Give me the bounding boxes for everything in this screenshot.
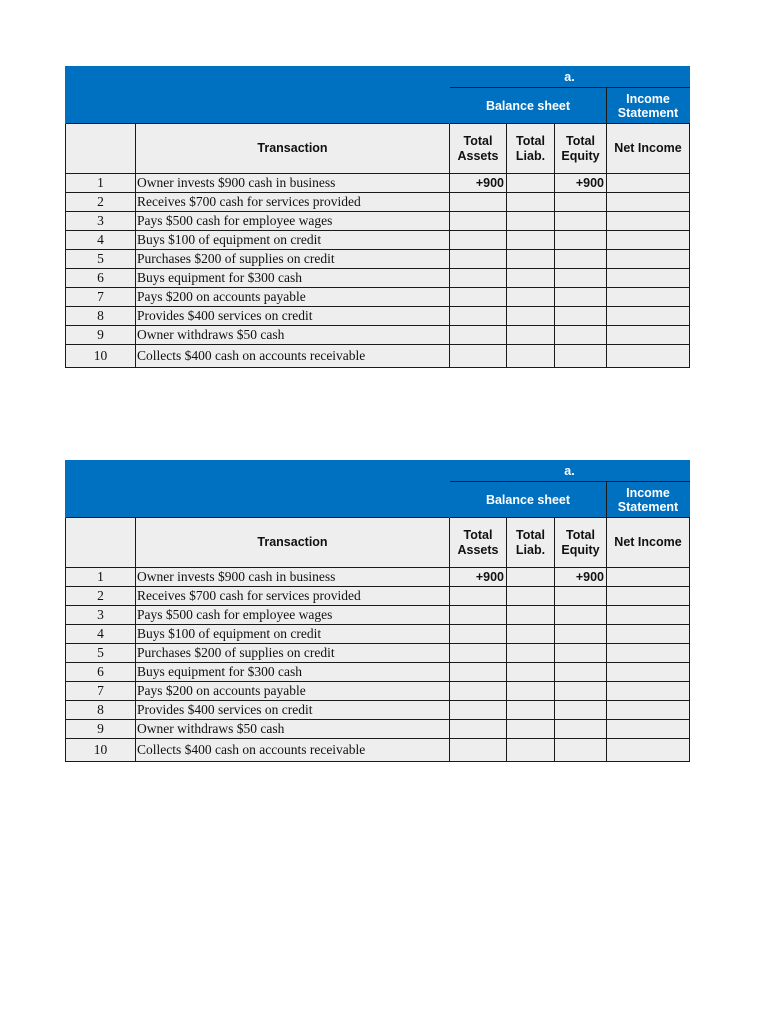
total-assets-cell[interactable] (450, 231, 507, 250)
total-equity-cell[interactable] (555, 307, 607, 326)
row-number: 1 (66, 568, 136, 587)
total-assets-cell[interactable] (450, 644, 507, 663)
table-row (66, 193, 690, 212)
row-number: 1 (66, 174, 136, 193)
total-assets-cell[interactable] (450, 739, 507, 762)
row-number: 8 (66, 701, 136, 720)
net-income-cell[interactable] (607, 644, 690, 663)
total-liab-cell[interactable] (507, 326, 555, 345)
row-number: 2 (66, 193, 136, 212)
row-number: 6 (66, 269, 136, 288)
table-row (66, 739, 690, 762)
part-label: a. (450, 67, 690, 88)
net-income-cell[interactable] (607, 288, 690, 307)
header-row-part (66, 461, 690, 482)
total-equity-cell[interactable] (555, 720, 607, 739)
row-number: 9 (66, 326, 136, 345)
table-row (66, 174, 690, 193)
net-income-cell[interactable] (607, 231, 690, 250)
transaction-description: Buys equipment for $300 cash (136, 269, 450, 288)
total-assets-cell[interactable] (450, 587, 507, 606)
net-income-cell[interactable] (607, 250, 690, 269)
table-row (66, 231, 690, 250)
net-income-cell[interactable] (607, 174, 690, 193)
row-number: 7 (66, 682, 136, 701)
transaction-description: Pays $500 cash for employee wages (136, 606, 450, 625)
transaction-description: Pays $200 on accounts payable (136, 288, 450, 307)
total-equity-cell[interactable] (555, 193, 607, 212)
transaction-description: Receives $700 cash for services provided (136, 193, 450, 212)
net-income-cell[interactable] (607, 568, 690, 587)
row-number: 8 (66, 307, 136, 326)
total-liab-cell[interactable] (507, 663, 555, 682)
transaction-description: Owner invests $900 cash in business (136, 568, 450, 587)
total-assets-cell[interactable]: +900 (450, 174, 507, 193)
table-row (66, 250, 690, 269)
total-liab-cell[interactable] (507, 625, 555, 644)
transaction-description: Provides $400 services on credit (136, 307, 450, 326)
net-income-cell[interactable] (607, 625, 690, 644)
transaction-description: Pays $500 cash for employee wages (136, 212, 450, 231)
net-income-cell[interactable] (607, 307, 690, 326)
transaction-description: Buys equipment for $300 cash (136, 663, 450, 682)
total-liab-cell[interactable] (507, 682, 555, 701)
column-header-row (66, 518, 690, 568)
part-label: a. (450, 461, 690, 482)
column-header-net-income: Net Income (607, 518, 690, 568)
column-header-net-income: Net Income (607, 124, 690, 174)
row-number: 3 (66, 606, 136, 625)
column-header-total-assets: Total Assets (450, 124, 507, 174)
table-row (66, 663, 690, 682)
transaction-description: Owner withdraws $50 cash (136, 720, 450, 739)
total-equity-cell[interactable]: +900 (555, 174, 607, 193)
total-liab-cell[interactable] (507, 250, 555, 269)
net-income-cell[interactable] (607, 587, 690, 606)
row-number: 9 (66, 720, 136, 739)
transaction-description: Owner withdraws $50 cash (136, 326, 450, 345)
transaction-description: Receives $700 cash for services provided (136, 587, 450, 606)
column-header-number (66, 518, 136, 568)
total-equity-cell[interactable] (555, 345, 607, 368)
total-equity-cell[interactable] (555, 682, 607, 701)
total-equity-cell[interactable]: +900 (555, 568, 607, 587)
table-row (66, 625, 690, 644)
row-number: 4 (66, 231, 136, 250)
transaction-description: Buys $100 of equipment on credit (136, 231, 450, 250)
total-liab-cell[interactable] (507, 720, 555, 739)
total-assets-cell[interactable] (450, 269, 507, 288)
total-assets-cell[interactable] (450, 663, 507, 682)
total-equity-cell[interactable] (555, 212, 607, 231)
income-statement-header: Income Statement (607, 482, 690, 518)
total-liab-cell[interactable] (507, 606, 555, 625)
column-header-total-assets: Total Assets (450, 518, 507, 568)
header-row-part (66, 67, 690, 88)
net-income-cell[interactable] (607, 193, 690, 212)
net-income-cell[interactable] (607, 345, 690, 368)
table-row (66, 269, 690, 288)
row-number: 2 (66, 587, 136, 606)
net-income-cell[interactable] (607, 606, 690, 625)
net-income-cell[interactable] (607, 326, 690, 345)
balance-sheet-header: Balance sheet (450, 482, 607, 518)
row-number: 4 (66, 625, 136, 644)
column-header-total-equity: Total Equity (555, 518, 607, 568)
total-assets-cell[interactable]: +900 (450, 568, 507, 587)
income-statement-header: Income Statement (607, 88, 690, 124)
row-number: 10 (66, 345, 136, 368)
total-liab-cell[interactable] (507, 231, 555, 250)
column-header-total-liab: Total Liab. (507, 518, 555, 568)
total-assets-cell[interactable] (450, 326, 507, 345)
total-equity-cell[interactable] (555, 288, 607, 307)
transaction-description: Collects $400 cash on accounts receivable (136, 739, 450, 762)
net-income-cell[interactable] (607, 212, 690, 231)
total-equity-cell[interactable] (555, 250, 607, 269)
total-assets-cell[interactable] (450, 682, 507, 701)
column-header-transaction: Transaction (136, 124, 450, 174)
balance-sheet-header: Balance sheet (450, 88, 607, 124)
column-header-row (66, 124, 690, 174)
total-assets-cell[interactable] (450, 307, 507, 326)
total-liab-cell[interactable] (507, 644, 555, 663)
transaction-description: Pays $200 on accounts payable (136, 682, 450, 701)
total-liab-cell[interactable] (507, 288, 555, 307)
total-assets-cell[interactable] (450, 606, 507, 625)
total-equity-cell[interactable] (555, 644, 607, 663)
total-liab-cell[interactable] (507, 739, 555, 762)
table-row (66, 682, 690, 701)
header-blank (66, 461, 450, 518)
transaction-description: Buys $100 of equipment on credit (136, 625, 450, 644)
table-row (66, 307, 690, 326)
table-row (66, 345, 690, 368)
table-row (66, 720, 690, 739)
total-assets-cell[interactable] (450, 212, 507, 231)
total-liab-cell[interactable] (507, 174, 555, 193)
column-header-total-liab: Total Liab. (507, 124, 555, 174)
total-liab-cell[interactable] (507, 193, 555, 212)
total-equity-cell[interactable] (555, 625, 607, 644)
row-number: 5 (66, 644, 136, 663)
total-equity-cell[interactable] (555, 231, 607, 250)
transaction-table (65, 66, 690, 368)
total-liab-cell[interactable] (507, 269, 555, 288)
total-equity-cell[interactable] (555, 663, 607, 682)
total-assets-cell[interactable] (450, 720, 507, 739)
total-equity-cell[interactable] (555, 269, 607, 288)
transaction-description: Owner invests $900 cash in business (136, 174, 450, 193)
total-equity-cell[interactable] (555, 701, 607, 720)
table-row (66, 587, 690, 606)
total-liab-cell[interactable] (507, 587, 555, 606)
transaction-description: Collects $400 cash on accounts receivable (136, 345, 450, 368)
header-blank (66, 67, 450, 124)
net-income-cell[interactable] (607, 269, 690, 288)
row-number: 5 (66, 250, 136, 269)
total-assets-cell[interactable] (450, 625, 507, 644)
column-header-transaction: Transaction (136, 518, 450, 568)
table-row (66, 568, 690, 587)
row-number: 3 (66, 212, 136, 231)
total-liab-cell[interactable] (507, 345, 555, 368)
total-assets-cell[interactable] (450, 250, 507, 269)
row-number: 7 (66, 288, 136, 307)
table-row (66, 326, 690, 345)
transaction-description: Purchases $200 of supplies on credit (136, 644, 450, 663)
total-assets-cell[interactable] (450, 193, 507, 212)
total-equity-cell[interactable] (555, 606, 607, 625)
total-liab-cell[interactable] (507, 307, 555, 326)
total-liab-cell[interactable] (507, 568, 555, 587)
table-row (66, 606, 690, 625)
total-assets-cell[interactable] (450, 701, 507, 720)
total-equity-cell[interactable] (555, 739, 607, 762)
total-assets-cell[interactable] (450, 288, 507, 307)
total-equity-cell[interactable] (555, 326, 607, 345)
total-liab-cell[interactable] (507, 212, 555, 231)
column-header-number (66, 124, 136, 174)
table-row (66, 212, 690, 231)
column-header-total-equity: Total Equity (555, 124, 607, 174)
table-row (66, 644, 690, 663)
row-number: 6 (66, 663, 136, 682)
total-equity-cell[interactable] (555, 587, 607, 606)
total-liab-cell[interactable] (507, 701, 555, 720)
transaction-table (65, 460, 690, 762)
total-assets-cell[interactable] (450, 345, 507, 368)
transaction-description: Provides $400 services on credit (136, 701, 450, 720)
net-income-cell[interactable] (607, 682, 690, 701)
net-income-cell[interactable] (607, 720, 690, 739)
net-income-cell[interactable] (607, 739, 690, 762)
row-number: 10 (66, 739, 136, 762)
transaction-description: Purchases $200 of supplies on credit (136, 250, 450, 269)
table-row (66, 288, 690, 307)
table-row (66, 701, 690, 720)
net-income-cell[interactable] (607, 663, 690, 682)
net-income-cell[interactable] (607, 701, 690, 720)
